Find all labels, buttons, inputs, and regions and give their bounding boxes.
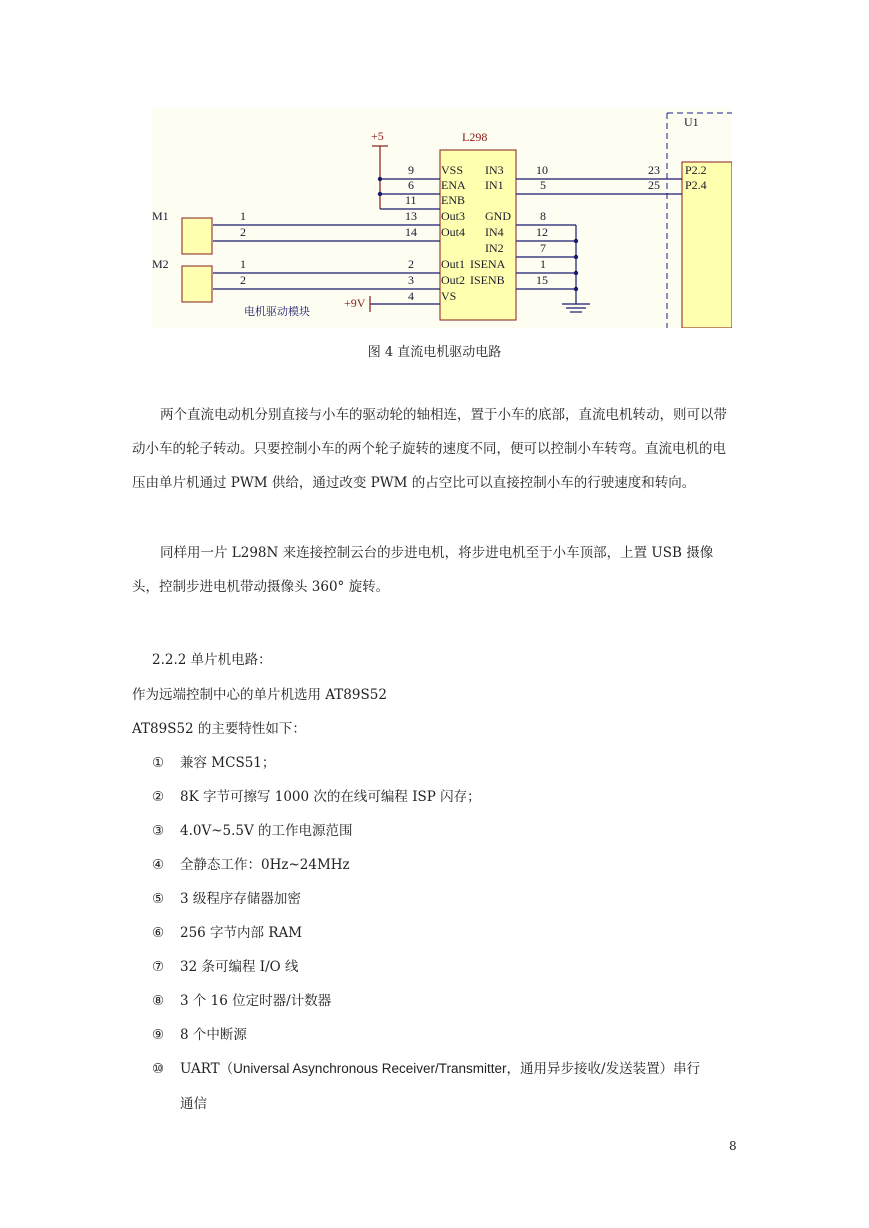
feature-item [152, 751, 275, 771]
feature-number: ⑦ [152, 959, 165, 975]
motor1-pin2: 2 [240, 225, 246, 239]
motor2-pin2: 2 [240, 273, 246, 287]
pin-name-in2: IN2 [485, 241, 504, 255]
l298-circuit-diagram [152, 108, 732, 328]
motor2-connector [182, 266, 212, 302]
motor1-pin1: 1 [240, 209, 246, 223]
pin-num-7: 7 [540, 241, 546, 255]
feature-number: ③ [152, 823, 165, 839]
page-number: 8 [729, 1139, 737, 1153]
feature-text: 8 个中断源 [180, 1027, 247, 1043]
pin-num-10: 10 [536, 163, 548, 177]
paragraph-2 [132, 536, 738, 604]
feature-item [152, 989, 331, 1009]
feature-text: 3 级程序存储器加密 [180, 891, 301, 907]
feature-text: 32 条可编程 I/O 线 [180, 959, 299, 975]
pin-name-isenb: ISENB [470, 273, 505, 287]
junction-dot [378, 192, 382, 196]
features-heading: AT89S52 的主要特性如下： [132, 721, 306, 737]
pin-num-5: 5 [540, 178, 546, 192]
feature-number: ② [152, 789, 165, 805]
feature-uart-continuation: 通信 [180, 1096, 207, 1112]
u1-label: U1 [684, 115, 699, 129]
feature-uart-english: Universal Asynchronous Receiver/Transmitter [233, 1061, 507, 1076]
feature-text: 3 个 16 位定时器/计数器 [180, 993, 332, 1009]
pin-name-in3: IN3 [485, 163, 504, 177]
motor1-connector [182, 218, 212, 254]
u1-pin-23: 23 [648, 163, 660, 177]
pin-name-vs: VS [441, 289, 457, 303]
feature-uart-prefix: UART（ [180, 1061, 234, 1077]
u1-pin-25: 25 [648, 178, 660, 192]
feature-item [152, 819, 353, 839]
u1-pin-p2-2: P2.2 [685, 163, 707, 177]
feature-number: ⑧ [152, 993, 165, 1009]
feature-item [152, 853, 350, 873]
feature-item [152, 887, 301, 907]
pin-num-4: 4 [408, 289, 414, 303]
l298-chip-label: L298 [462, 130, 488, 144]
junction-dot [378, 177, 382, 181]
feature-item [152, 955, 299, 975]
paragraph-2-text: 同样用一片 L298N 来连接控制云台的步进电机，将步进电机至于小车顶部，上置 USB 摄像头，控制步进电机带动摄像头 360° 旋转。 [132, 545, 714, 595]
feature-item [152, 785, 481, 805]
pin-name-gnd: GND [485, 209, 511, 223]
pin-num-8: 8 [540, 209, 546, 223]
pin-num-2: 2 [408, 257, 414, 271]
pin-name-enb: ENB [441, 193, 465, 207]
figure-caption: 图 4 直流电机驱动电路 [367, 345, 502, 360]
pin-num-15: 15 [536, 273, 548, 287]
pin-num-1: 1 [540, 257, 546, 271]
junction-dot [574, 239, 578, 243]
pin-name-out1: Out1 [441, 257, 465, 271]
feature-number: ④ [152, 857, 165, 873]
pin-num-6: 6 [408, 178, 414, 192]
motor2-label: M2 [152, 257, 169, 271]
pin-name-isena: ISENA [470, 257, 506, 271]
pin-num-12: 12 [536, 225, 548, 239]
junction-dot [574, 255, 578, 259]
feature-number: ⑨ [152, 1027, 165, 1043]
junction-dot [574, 271, 578, 275]
intro-line: 作为远端控制中心的单片机选用 AT89S52 [132, 687, 387, 703]
junction-dot [574, 287, 578, 291]
feature-number: ① [152, 755, 165, 771]
feature-number: ⑥ [152, 925, 165, 941]
pin-name-out4: Out4 [441, 225, 465, 239]
pin-name-in1: IN1 [485, 178, 504, 192]
feature-text: 4.0V~5.5V 的工作电源范围 [180, 823, 353, 839]
motor1-label: M1 [152, 209, 169, 223]
pin-num-14: 14 [405, 225, 417, 239]
pin-name-ena: ENA [441, 178, 466, 192]
module-label: 电机驱动模块 [244, 305, 310, 318]
feature-text: 兼容 MCS51； [180, 755, 276, 771]
pin-num-11: 11 [405, 193, 417, 207]
feature-item [152, 1023, 247, 1043]
feature-text: 256 字节内部 RAM [180, 925, 303, 941]
feature-number: ⑩ [152, 1061, 165, 1077]
pin-name-out2: Out2 [441, 273, 465, 287]
feature-uart-suffix: ，通用异步接收/发送装置）串行 [506, 1061, 701, 1077]
feature-text: 全静态工作：0Hz~24MHz [180, 857, 350, 873]
pin-name-in4: IN4 [485, 225, 504, 239]
pin-name-vss: VSS [441, 163, 464, 177]
motor2-pin1: 1 [240, 257, 246, 271]
paragraph-1 [132, 398, 738, 500]
schematic-figure [152, 108, 732, 328]
power-9v-label: +9V [344, 296, 366, 310]
power-5v-label: +5 [371, 129, 384, 143]
feature-item [152, 921, 302, 941]
feature-item-uart [152, 1057, 700, 1077]
feature-number: ⑤ [152, 891, 165, 907]
pin-num-3: 3 [408, 273, 414, 287]
feature-text: 8K 字节可擦写 1000 次的在线可编程 ISP 闪存； [180, 789, 481, 805]
paragraph-1-text: 两个直流电动机分别直接与小车的驱动轮的轴相连，置于小车的底部，直流电机转动，则可以带动小车的轮子转动。只要控制小车的两个轮子旋转的速度不同，便可以控制小车转弯。直流电机的电压由单片机通过 PWM 供给，通过改变 PWM 的占空比可以直接控制小车的行驶速度和转向。 [132, 407, 727, 491]
pin-name-out3: Out3 [441, 209, 465, 223]
section-heading: 2.2.2 单片机电路： [152, 652, 272, 668]
pin-num-9: 9 [408, 163, 414, 177]
u1-pin-p2-4: P2.4 [685, 178, 707, 192]
pin-num-13: 13 [405, 209, 417, 223]
